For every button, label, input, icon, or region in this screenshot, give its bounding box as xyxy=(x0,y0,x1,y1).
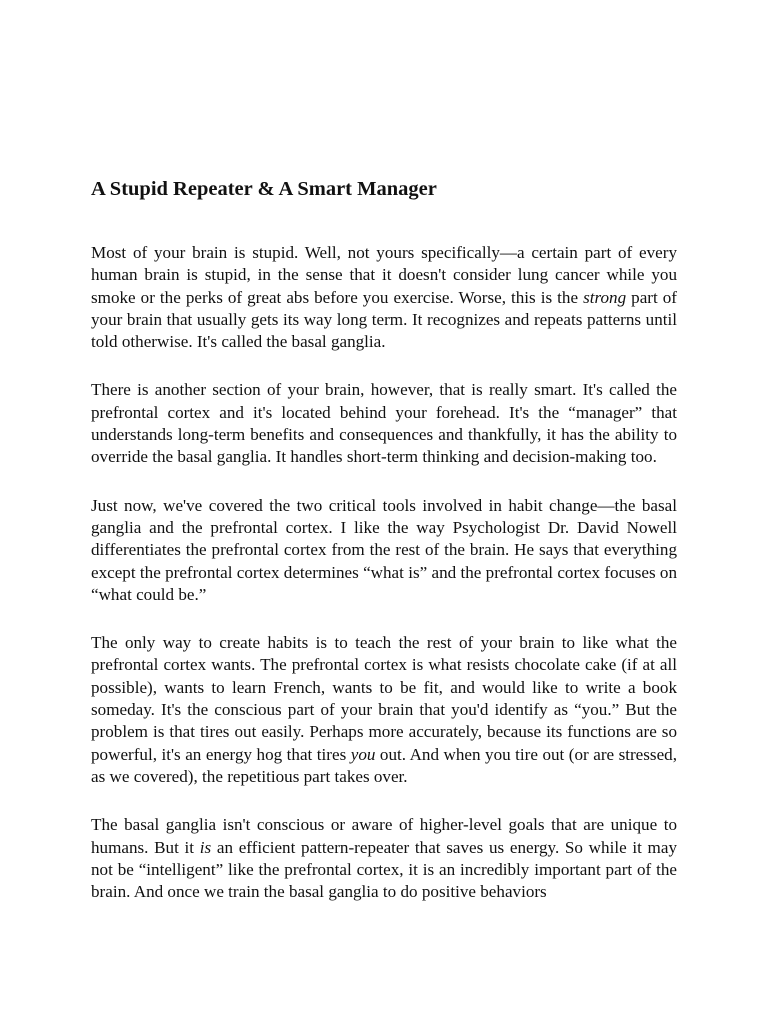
paragraph-3: Just now, we've covered the two critical tools involved in habit change—the basal ganglia and the prefrontal cortex. I like the way Psychologist Dr. David Nowell differentiates the prefrontal cortex from the rest of the brain. He says that everything except the prefrontal cortex determines “what is” and the prefrontal cortex focuses on “what could be.” xyxy=(91,495,677,604)
paragraph-1 xyxy=(91,242,677,353)
section-title: A Stupid Repeater & A Smart Manager xyxy=(91,178,437,200)
paragraph-4-emphasis: you xyxy=(350,744,376,764)
paragraph-1-emphasis: strong xyxy=(583,287,627,307)
paragraph-5-emphasis: is xyxy=(199,837,212,857)
paragraph-5-text-b: an efficient pattern-repeater that saves us energy. So while it may not be “intelligent” like the prefrontal cortex, it is an incredibly important part of the brain. And once we train the basal ganglia to do positive behaviors xyxy=(91,837,677,902)
paragraph-5 xyxy=(91,814,677,903)
paragraph-5-text-a: The basal ganglia isn't conscious or aware of higher-level goals that are unique to humans. But it xyxy=(91,815,677,857)
paragraph-4-text-a: The only way to create habits is to teach the rest of your brain to like what the prefrontal cortex wants. The prefrontal cortex is what resists chocolate cake (if at all possible), wants to learn French, wants to be fit, and would like to write a book someday. It's the conscious part of your brain that you'd identify as “you.” But the problem is that tires out easily. Perhaps more accurately, because its functions are so powerful, it's an energy hog that tires xyxy=(91,633,677,764)
paragraph-1-text-a: Most of your brain is stupid. Well, not yours specifically—a certain part of every human brain is stupid, in the sense that it doesn't consider lung cancer while you smoke or the perks of great abs before you exercise. Worse, this is the xyxy=(91,243,677,307)
body-text xyxy=(91,242,677,929)
paragraph-2: There is another section of your brain, however, that is really smart. It's called the prefrontal cortex and it's located behind your forehead. It's the “manager” that understands long-term benefits and consequences and thankfully, it has the ability to override the basal ganglia. It handles short-term thinking and decision-making too. xyxy=(91,380,677,467)
paragraph-4 xyxy=(91,632,677,788)
paragraph-1-text-b: part of your brain that usually gets its way long term. It recognizes and repeats patterns until told otherwise. It's called the basal ganglia. xyxy=(91,287,677,352)
paragraph-4-text-b: out. And when you tire out (or are stressed, as we covered), the repetitious part takes over. xyxy=(91,744,677,786)
